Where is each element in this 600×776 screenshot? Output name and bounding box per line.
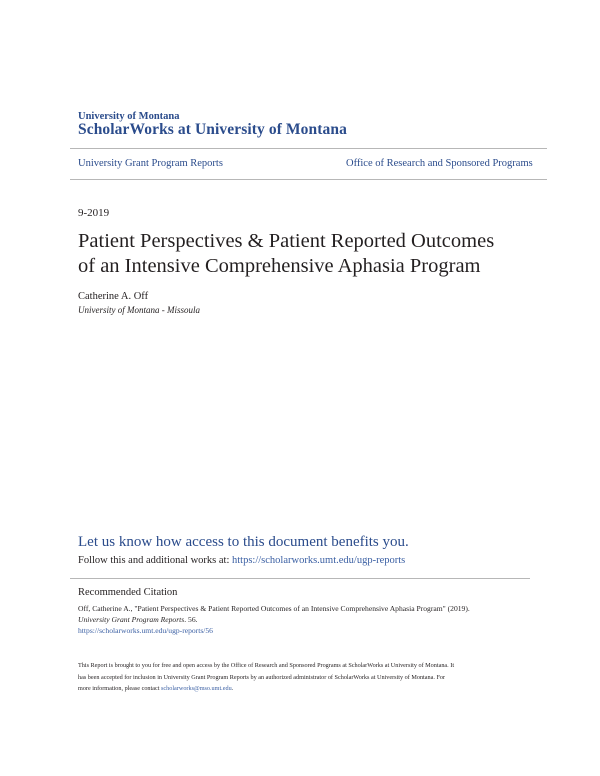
follow-link[interactable]: https://scholarworks.umt.edu/ugp-reports bbox=[232, 555, 406, 566]
collection-link-ugp-reports[interactable]: University Grant Program Reports bbox=[78, 158, 223, 169]
citation-link[interactable]: https://scholarworks.umt.edu/ugp-reports/56 bbox=[78, 626, 213, 635]
notice-line-2: has been accepted for inclusion in University Grant Program Reports by an authorized administrator of ScholarWorks at University of Montana. For bbox=[78, 673, 446, 681]
author-affiliation: University of Montana - Missoula bbox=[78, 305, 200, 315]
institution-name[interactable]: University of Montana bbox=[78, 111, 180, 122]
notice-line-3-suffix: . bbox=[231, 685, 234, 692]
bottom-divider bbox=[70, 179, 547, 180]
follow-line bbox=[78, 555, 405, 566]
title-line-1: Patient Perspectives & Patient Reported Outcomes bbox=[78, 230, 495, 252]
citation-journal-suffix: . 56. bbox=[184, 615, 198, 624]
citation-text: Off, Catherine A., "Patient Perspectives & Patient Reported Outcomes of an Intensive Comprehensive Aphasia Program" (2019). bbox=[78, 604, 470, 613]
citation-journal: University Grant Program Reports bbox=[78, 615, 185, 624]
notice-line-3 bbox=[78, 683, 538, 695]
citation-divider bbox=[70, 578, 530, 579]
repository-name[interactable]: ScholarWorks at University of Montana bbox=[78, 121, 347, 138]
collection-link-research-office[interactable]: Office of Research and Sponsored Programs bbox=[346, 158, 533, 169]
top-divider bbox=[70, 148, 547, 149]
notice-line-3-prefix: more information, please contact bbox=[78, 685, 161, 692]
recommended-citation-heading: Recommended Citation bbox=[78, 587, 178, 598]
author-name: Catherine A. Off bbox=[78, 291, 149, 302]
access-notice bbox=[78, 660, 538, 695]
citation-block bbox=[78, 603, 538, 636]
document-title bbox=[78, 229, 548, 279]
citation-journal-line bbox=[78, 614, 538, 625]
benefit-feedback-link[interactable]: Let us know how access to this document benefits you. bbox=[78, 534, 409, 550]
title-line-2: of an Intensive Comprehensive Aphasia Program bbox=[78, 255, 481, 277]
follow-prefix: Follow this and additional works at: bbox=[78, 555, 232, 566]
notice-line-1: This Report is brought to you for free and open access by the Office of Research and Sponsored Programs at ScholarWorks at University of Montana. It bbox=[78, 662, 455, 669]
contact-email-link[interactable]: scholarworks@mso.umt.edu bbox=[161, 685, 232, 692]
publication-date: 9-2019 bbox=[78, 207, 110, 219]
